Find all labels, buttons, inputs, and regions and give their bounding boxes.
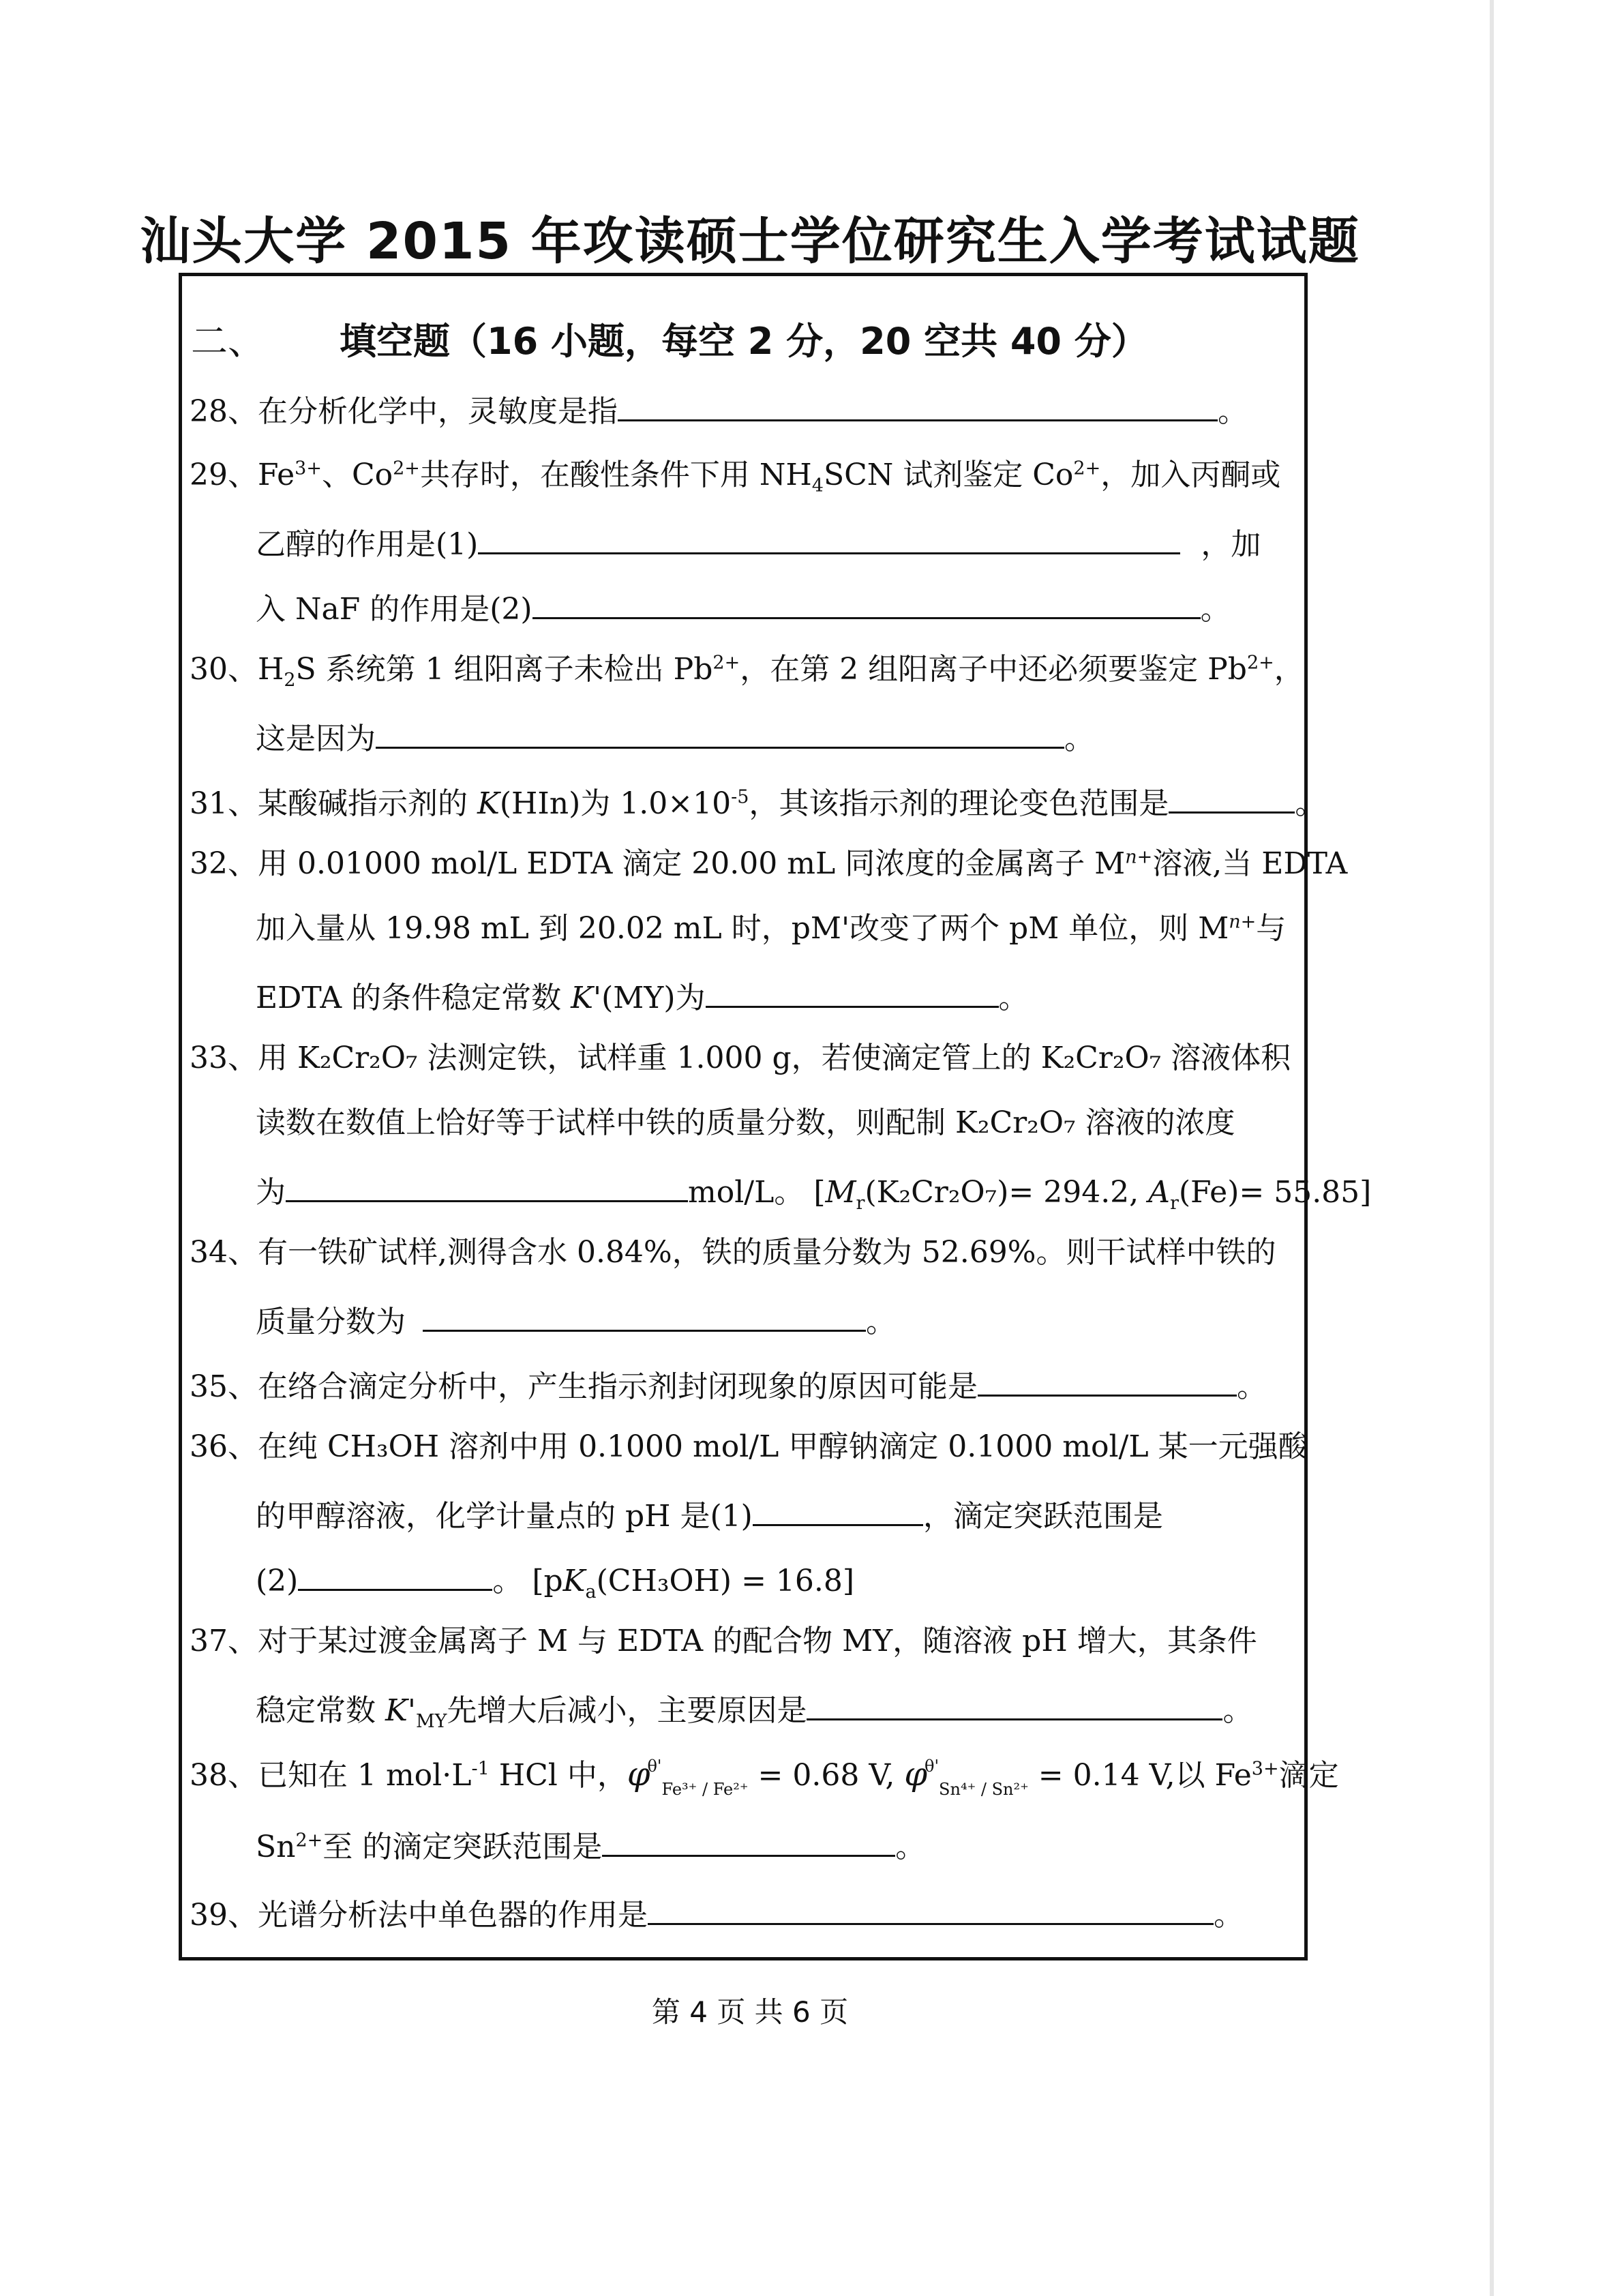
section-heading bbox=[191, 312, 1148, 365]
answer-blank-38[interactable] bbox=[602, 1828, 895, 1857]
answer-blank-39[interactable] bbox=[648, 1896, 1214, 1925]
exam-title: 汕头大学 2015 年攻读硕士学位研究生入学考试试题 bbox=[140, 212, 1360, 271]
question-38-line-1: 38、已知在 1 $mol\cdot L^{-1}$ HCl 中，φθ'Fe³⁺ / Fe²⁺ = 0.68 V, φθ'Sn⁴⁺ / Sn²⁺ = 0.14 V,以 $Fe^{3+}$滴定 bbox=[190, 1755, 1339, 1799]
question-32-line-3: EDTA 的条件稳定常数 K'(MY)为 。 bbox=[256, 979, 1292, 1013]
answer-blank-31[interactable] bbox=[1169, 784, 1295, 814]
answer-blank-33[interactable] bbox=[286, 1173, 688, 1202]
section-title: 填空题（16 小题，每空 2 分，20 空共 40 分） bbox=[340, 320, 1148, 363]
answer-blank-36-1[interactable] bbox=[753, 1497, 923, 1526]
question-31: 31、某酸碱指示剂的 K(HIn)为 $1.0\times 10^{-5}$，其该指示剂的理论变色范围是 。 bbox=[190, 784, 1294, 819]
question-36-line-3: (2) 。 $[pK_a(CH_3OH) = 16.8]$ bbox=[256, 1562, 1292, 1596]
question-37-line-2: 稳定常数 $K'_{MY}$先增大后减小，主要原因是 。 bbox=[256, 1691, 1292, 1726]
question-33-line-1: 33、用 K₂Cr₂O₇ 法测定铁，试样重 1.000 g，若使滴定管上的 K₂Cr₂O₇ 溶液体积 bbox=[190, 1041, 1291, 1075]
question-39: 39、光谱分析法中单色器的作用是 。 bbox=[190, 1896, 1294, 1930]
scan-edge bbox=[1490, 0, 1494, 2296]
answer-blank-34[interactable] bbox=[423, 1302, 866, 1332]
question-32-line-1: 32、用 0.01000 mol/L EDTA 滴定 20.00 mL 同浓度的金属离子 $M^{n+}$溶液,当 EDTA bbox=[190, 846, 1348, 881]
question-28: 28、在分析化学中，灵敏度是指 。 bbox=[190, 392, 1294, 427]
answer-blank-35[interactable] bbox=[978, 1367, 1237, 1397]
question-32-line-2: 加入量从 19.98 mL 到 20.02 mL 时，pM'改变了两个 pM 单位，则 $M^{n+}$与 bbox=[256, 911, 1287, 946]
phi-symbol-2: φ bbox=[904, 1755, 927, 1793]
phi-symbol-1: φ bbox=[627, 1755, 650, 1793]
question-29-line-1: 29、$Fe^{3+}$、$Co^{2+}$共存时，在酸性条件下用 $NH_4SCN$ 试剂鉴定 $Co^{2+}$，加入丙酮或 bbox=[190, 458, 1281, 496]
answer-blank-36-2[interactable] bbox=[298, 1562, 492, 1591]
question-29-line-3: 入 NaF 的作用是(2) 。 bbox=[256, 590, 1292, 625]
question-36-line-2: 的甲醇溶液，化学计量点的 pH 是(1) ，滴定突跃范围是 bbox=[256, 1497, 1292, 1532]
question-33-line-2: 读数在数值上恰好等于试样中铁的质量分数，则配制 K₂Cr₂O₇ 溶液的浓度 bbox=[256, 1105, 1235, 1140]
question-34-line-1: 34、有一铁矿试样,测得含水 0.84%，铁的质量分数为 52.69%。则干试样中铁的 bbox=[190, 1235, 1276, 1270]
answer-blank-32[interactable] bbox=[706, 979, 999, 1008]
question-35: 35、在络合滴定分析中，产生指示剂封闭现象的原因可能是 。 bbox=[190, 1367, 1294, 1402]
question-29-line-2: 乙醇的作用是(1) ，加 bbox=[256, 525, 1292, 560]
question-34-line-2: 质量分数为 。 bbox=[256, 1302, 1292, 1337]
page-number: 第 4 页 共 6 页 bbox=[651, 1995, 849, 2029]
question-30-line-2: 这是因为 。 bbox=[256, 719, 1292, 754]
answer-blank-30[interactable] bbox=[376, 719, 1064, 749]
question-33-line-3: 为 mol/L。 [$M_r(K_2Cr_2O_7)= 294.2$, $A_r(Fe)= 55.85$] bbox=[256, 1173, 1292, 1208]
question-37-line-1: 37、对于某过渡金属离子 M 与 EDTA 的配合物 MY，随溶液 pH 增大，其条件 bbox=[190, 1624, 1257, 1658]
answer-blank-37[interactable] bbox=[807, 1691, 1222, 1720]
question-30-line-1: 30、$H_2S$ 系统第 1 组阳离子未检出 $Pb^{2+}$，在第 2 组阳离子中还必须要鉴定 $Pb^{2+}$， bbox=[190, 652, 1304, 691]
question-36-line-1: 36、在纯 CH₃OH 溶剂中用 0.1000 mol/L 甲醇钠滴定 0.1000 mol/L 某一元强酸 bbox=[190, 1429, 1308, 1464]
section-number: 二、 bbox=[191, 320, 265, 363]
answer-blank-29-2[interactable] bbox=[532, 590, 1201, 619]
answer-blank-29-1[interactable] bbox=[478, 525, 1180, 554]
question-38-line-2: $Sn^{2+}$至 的滴定突跃范围是 。 bbox=[256, 1828, 1292, 1862]
answer-blank-28[interactable] bbox=[618, 392, 1218, 421]
